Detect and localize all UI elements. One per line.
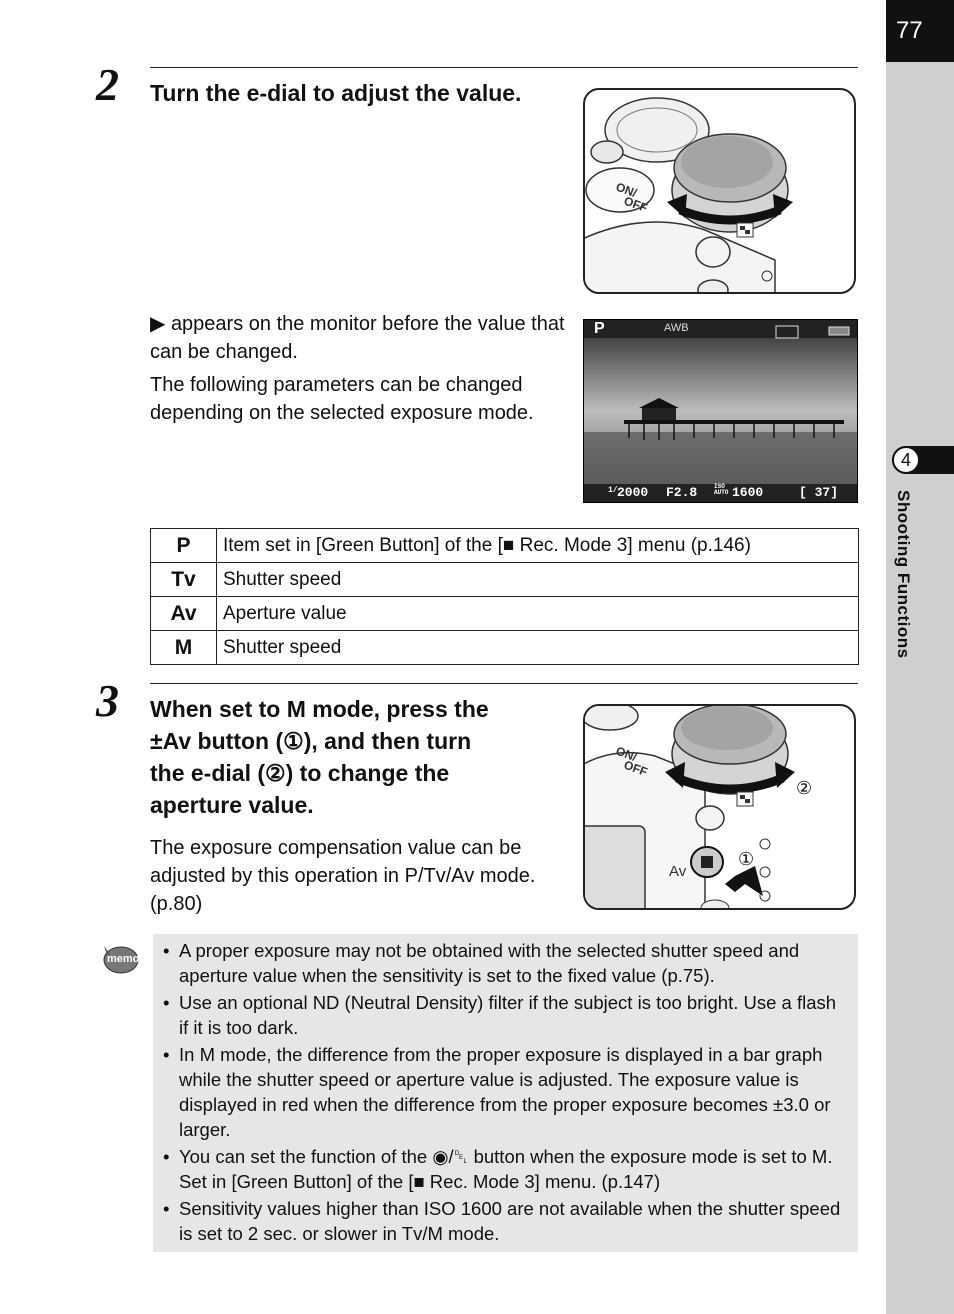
memo-list (153, 934, 858, 1246)
table-row (151, 631, 859, 665)
monitor-mode: P (594, 320, 605, 337)
table-mode-cell: Av (151, 597, 217, 631)
av-button-label: Av (669, 863, 687, 880)
step3-heading-line3: the e-dial (②) to change the (150, 760, 450, 786)
step2-para1: ▶ appears on the monitor before the value that can be changed. (150, 313, 565, 363)
monitor-aperture: F2.8 (666, 485, 698, 500)
step3-heading-line4: aperture value. (150, 792, 314, 818)
step3-heading-line1: When set to M mode, press the (150, 696, 489, 722)
list-item (163, 1144, 848, 1194)
table-mode-cell: Tv (151, 563, 217, 597)
table-desc-cell: Aperture value (217, 597, 859, 631)
memo-text: Use an optional ND (Neutral Density) filter if the subject is too bright. Use a flash if it is too dark. (179, 992, 837, 1038)
dial-callout: ② (796, 778, 813, 798)
table-row (151, 563, 859, 597)
step2-number: 2 (96, 59, 119, 110)
chapter-title: Shooting Functions (894, 490, 913, 659)
list-item (163, 1196, 848, 1246)
monitor-status-bar (584, 484, 857, 502)
monitor-iso-label: ISO AUTO (714, 483, 729, 496)
monitor-shots: [ 37] (799, 485, 839, 500)
memo-text: A proper exposure may not be obtained with the selected shutter speed and aperture value when the sensitivity is set to the fixed value (p.75). (179, 940, 800, 986)
monitor-wb: AWB (664, 322, 689, 334)
step3-number: 3 (96, 675, 119, 726)
table-row (151, 529, 859, 563)
button-callout: ① (738, 849, 755, 869)
table-mode-cell: P (151, 529, 217, 563)
bullet: • (163, 992, 170, 1013)
camera-dial-illustration (583, 88, 856, 294)
camera-button-drawing (585, 706, 856, 910)
bullet: • (163, 1198, 170, 1219)
memo-text: Sensitivity values higher than ISO 1600 are not available when the shutter speed is set to 2 sec. or slower in Tv/M mode. (179, 1198, 841, 1244)
table-mode-cell: M (151, 631, 217, 665)
monitor-iso: 1600 (732, 485, 764, 500)
monitor-shutter-prefix: 1/ (608, 486, 618, 495)
memo-text: You can set the function of the ◉/␡ button when the exposure mode is set to M. Set in [Green Button] of the [■ Rec. Mode 3] menu. (p.147) (179, 1146, 833, 1192)
bullet: • (163, 1146, 170, 1167)
chapter-number: 4 (892, 446, 920, 474)
monitor-screen (583, 319, 858, 503)
svg-text:OFF: OFF (621, 757, 650, 780)
bullet: • (163, 940, 170, 961)
memo-icon (100, 940, 140, 976)
bullet: • (163, 1044, 170, 1065)
svg-text:OFF: OFF (621, 193, 650, 216)
svg-text:ON/: ON/ (613, 179, 639, 201)
camera-dial-drawing (585, 90, 856, 294)
step3-rule (150, 683, 858, 684)
step2-para2: The following parameters can be changed depending on the selected exposure mode. (150, 374, 534, 424)
step2-body (150, 310, 570, 427)
memo-icon-label: memo (107, 953, 140, 965)
step2-rule (150, 67, 858, 68)
step2-heading: Turn the e-dial to adjust the value. (150, 80, 522, 106)
table-desc-cell: Item set in [Green Button] of the [■ Rec. Mode 3] menu (p.146) (217, 529, 859, 563)
step3-heading (150, 693, 570, 821)
parameters-table (150, 528, 859, 665)
list-item (163, 1042, 848, 1142)
table-desc-cell: Shutter speed (217, 631, 859, 665)
list-item (163, 990, 848, 1040)
page-number: 77 (886, 0, 954, 62)
step3-heading-line2: ±Av button (①), and then turn (150, 728, 472, 754)
memo-text: In M mode, the difference from the proper exposure is displayed in a bar graph while the shutter speed or aperture value is adjusted. The exposure value is displayed in red when the difference from the proper exposure becomes ±3.0 or larger. (179, 1044, 831, 1140)
monitor-scene (584, 320, 857, 502)
memo-box (153, 934, 858, 1252)
monitor-shutter: 2000 (617, 485, 649, 500)
list-item (163, 938, 848, 988)
step3-body: The exposure compensation value can be adjusted by this operation in P/Tv/Av mode. (p.80) (150, 837, 536, 915)
table-desc-cell: Shutter speed (217, 563, 859, 597)
table-row (151, 597, 859, 631)
svg-text:ON/: ON/ (613, 743, 639, 765)
camera-button-illustration (583, 704, 856, 910)
